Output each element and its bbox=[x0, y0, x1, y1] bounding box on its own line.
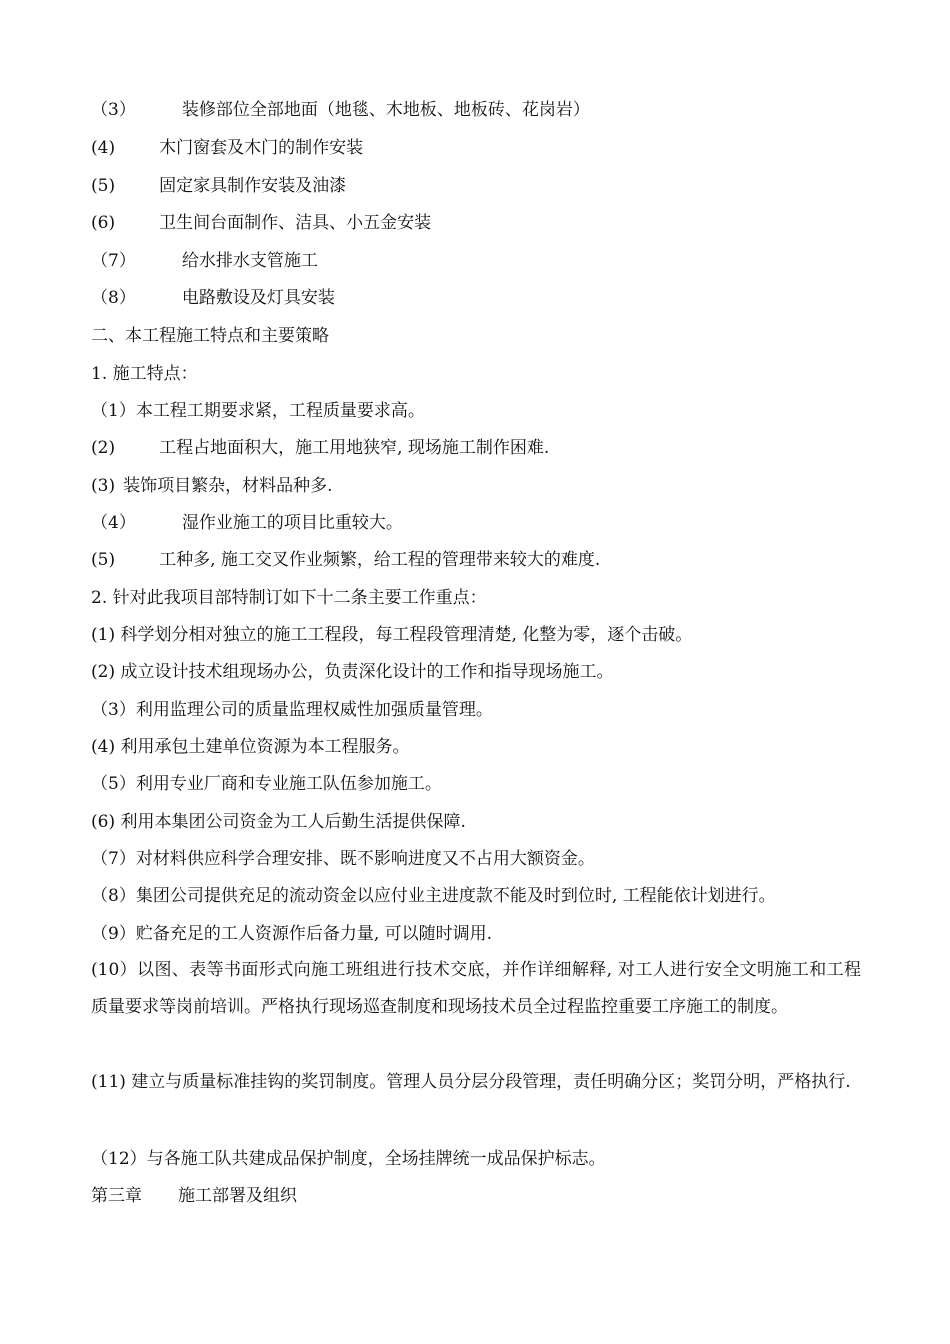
chapter-title: 施工部署及组织 bbox=[178, 1186, 297, 1206]
item-number: （1） bbox=[91, 401, 136, 421]
chapter-label: 第三章 bbox=[91, 1186, 142, 1206]
item-number: （7） bbox=[91, 251, 136, 271]
item-number: (5) bbox=[91, 176, 116, 196]
feature-item bbox=[91, 437, 549, 459]
measure-item: (2) 成立设计技术组现场办公，负责深化设计的工作和指导现场施工。 bbox=[91, 662, 614, 682]
measure-item: (4) 利用承包土建单位资源为本工程服务。 bbox=[91, 737, 410, 757]
item-number: （3） bbox=[91, 100, 136, 120]
item-number: （4） bbox=[91, 513, 136, 533]
measure-item: (10）以图、表等书面形式向施工班组进行技术交底，并作详细解释, 对工人进行安全文明施工和工程质量要求等岗前培训。严格执行现场巡查制度和现场技术员全过程监控重要工序施工的制度。 bbox=[91, 960, 861, 1017]
measure-item: （8）集团公司提供充足的流动资金以应付业主进度款不能及时到位时, 工程能依计划进行。 bbox=[91, 886, 776, 906]
measure-item: （3）利用监理公司的质量监理权威性加强质量管理。 bbox=[91, 700, 493, 720]
measure-item: （5）利用专业厂商和专业施工队伍参加施工。 bbox=[91, 774, 442, 794]
item-text: 木门窗套及木门的制作安装 bbox=[159, 138, 364, 158]
item-number: (3) bbox=[91, 476, 116, 496]
scope-item bbox=[91, 137, 363, 159]
item-text: 湿作业施工的项目比重较大。 bbox=[181, 513, 403, 533]
measure-item: (1) 科学划分相对独立的施工工程段，每工程段管理清楚, 化整为零，逐个击破。 bbox=[91, 625, 693, 645]
item-text: 卫生间台面制作、洁具、小五金安装 bbox=[159, 213, 432, 233]
feature-item bbox=[91, 475, 333, 497]
features-heading: 1. 施工特点： bbox=[91, 364, 198, 384]
item-number: (2) bbox=[91, 438, 116, 458]
scope-item bbox=[91, 287, 335, 309]
item-number: (6) bbox=[91, 213, 116, 233]
measure-item: （7）对材料供应科学合理安排、既不影响进度又不占用大额资金。 bbox=[91, 849, 595, 869]
item-text: 装修部位全部地面（地毯、木地板、地板砖、花岗岩） bbox=[181, 100, 590, 120]
item-number: (5) bbox=[91, 550, 116, 570]
scope-item bbox=[91, 99, 590, 121]
item-text: 工程占地面积大，施工用地狭窄, 现场施工制作困难. bbox=[159, 438, 550, 458]
measure-item: （12）与各施工队共建成品保护制度，全场挂牌统一成品保护标志。 bbox=[91, 1149, 606, 1169]
measure-item: (6) 利用本集团公司资金为工人后勤生活提供保障. bbox=[91, 812, 466, 832]
feature-item bbox=[91, 400, 425, 422]
chapter-heading bbox=[91, 1185, 297, 1207]
measure-item: （9）贮备充足的工人资源作后备力量, 可以随时调用. bbox=[91, 924, 493, 944]
feature-item bbox=[91, 512, 403, 534]
scope-item bbox=[91, 250, 318, 272]
item-number: (4) bbox=[91, 138, 116, 158]
item-text: 工种多, 施工交叉作业频繁，给工程的管理带来较大的难度. bbox=[159, 550, 601, 570]
item-text: 电路敷设及灯具安装 bbox=[181, 288, 335, 308]
scope-item bbox=[91, 212, 431, 234]
item-text: 本工程工期要求紧，工程质量要求高。 bbox=[135, 401, 425, 421]
measure-item: (11) 建立与质量标准挂钩的奖罚制度。管理人员分层分段管理，责任明确分区；奖罚分明，严格执行. bbox=[91, 1072, 851, 1092]
scope-item bbox=[91, 175, 346, 197]
item-text: 装饰项目繁杂，材料品种多. bbox=[123, 476, 333, 496]
measures-heading: 2. 针对此我项目部特制订如下十二条主要工作重点： bbox=[91, 588, 487, 608]
feature-item bbox=[91, 549, 600, 571]
section-heading: 二、本工程施工特点和主要策略 bbox=[91, 326, 329, 346]
item-text: 给水排水支管施工 bbox=[181, 251, 318, 271]
item-number: （8） bbox=[91, 288, 136, 308]
item-text: 固定家具制作安装及油漆 bbox=[159, 176, 347, 196]
